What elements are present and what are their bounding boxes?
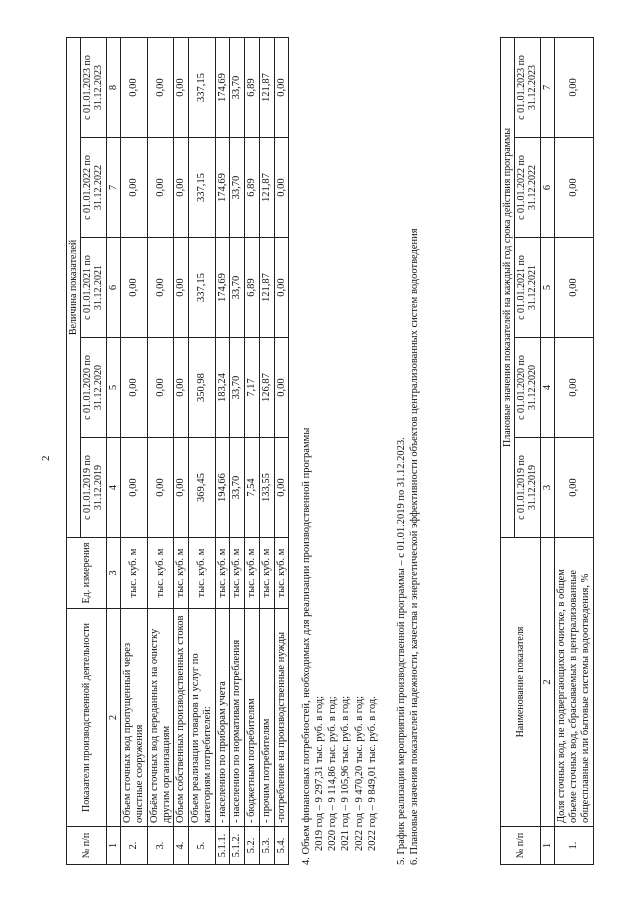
column-number: 2 bbox=[106, 609, 121, 827]
row-value: 33,70 bbox=[230, 438, 245, 538]
row-num: 2. bbox=[121, 827, 148, 865]
col-header-period: с 01.01.2020 по 31.12.2020 bbox=[515, 338, 540, 438]
row-value: 0,00 bbox=[174, 438, 189, 538]
row-value: 0,00 bbox=[274, 38, 289, 138]
row-value: 194,66 bbox=[215, 438, 230, 538]
table-row bbox=[555, 37, 593, 864]
row-value: 337,15 bbox=[189, 238, 216, 338]
column-numbers-row bbox=[540, 37, 555, 864]
row-value: 126,87 bbox=[259, 338, 274, 438]
row-value: 350,98 bbox=[189, 338, 216, 438]
row-name: -потребление на производственные нужды bbox=[274, 609, 289, 827]
column-number: 8 bbox=[106, 38, 121, 138]
table-row bbox=[215, 38, 230, 865]
column-number: 7 bbox=[106, 138, 121, 238]
table-row bbox=[245, 38, 260, 865]
row-value: 0,00 bbox=[555, 438, 593, 538]
note-item-6: 6. Плановые значения показателей надежности, качества и энергетической эффективности объектов централизованных систем водоотведения bbox=[408, 228, 420, 865]
row-num: 5.3. bbox=[259, 827, 274, 865]
row-unit: тыс. куб. м bbox=[274, 538, 289, 609]
row-num: 5. bbox=[189, 827, 216, 865]
row-value: 0,00 bbox=[121, 38, 148, 138]
row-value: 0,00 bbox=[121, 138, 148, 238]
table-row bbox=[274, 38, 289, 865]
row-value: 33,70 bbox=[230, 238, 245, 338]
row-value: 0,00 bbox=[121, 238, 148, 338]
col-header-unit: Ед. измерения bbox=[67, 538, 107, 609]
row-value: 0,00 bbox=[274, 338, 289, 438]
row-value: 0,00 bbox=[174, 38, 189, 138]
column-numbers-row bbox=[106, 38, 121, 865]
table-row bbox=[174, 38, 189, 865]
column-number: 3 bbox=[540, 438, 555, 538]
row-name: Доля сточных вод, не подвергающихся очистке, в общем объеме сточных вод, сбрасываемых в централизованные общесплавные или бытовые системы водоотведения, % bbox=[555, 538, 593, 827]
row-num: 5.4. bbox=[274, 827, 289, 865]
row-value: 0,00 bbox=[274, 138, 289, 238]
col-header-name: Наименование показателя bbox=[501, 538, 541, 827]
row-name: - бюджетным потребителям bbox=[245, 609, 260, 827]
table-header-row bbox=[67, 38, 81, 865]
row-unit: тыс. куб. м bbox=[230, 538, 245, 609]
row-value: 174,69 bbox=[215, 138, 230, 238]
row-value: 337,15 bbox=[189, 138, 216, 238]
row-value: 0,00 bbox=[174, 138, 189, 238]
table-row bbox=[189, 38, 216, 865]
row-name: - населению по приборам учета bbox=[215, 609, 230, 827]
row-num: 1. bbox=[555, 827, 593, 865]
row-value: 174,69 bbox=[215, 238, 230, 338]
col-header-period: с 01.01.2019 по 31.12.2019 bbox=[81, 438, 106, 538]
col-header-period: с 01.01.2022 по 31.12.2022 bbox=[515, 138, 540, 238]
row-num: 5.1.1. bbox=[215, 827, 230, 865]
planned-indicators-table bbox=[500, 37, 594, 865]
row-value: 0,00 bbox=[274, 438, 289, 538]
note-item-4: 4. Объем финансовых потребностей, необходимых для реализации производственной программы bbox=[301, 427, 312, 865]
row-value: 7,17 bbox=[245, 338, 260, 438]
row-name: Объем сточных вод пропущенный через очистные сооружения bbox=[121, 609, 148, 827]
table-row bbox=[230, 38, 245, 865]
col-header-indicator: Показатели производственной деятельности bbox=[67, 609, 107, 827]
row-unit: тыс. куб. м bbox=[245, 538, 260, 609]
column-number: 1 bbox=[540, 827, 555, 865]
row-num: 5.2. bbox=[245, 827, 260, 865]
row-value: 369,45 bbox=[189, 438, 216, 538]
row-name: Объем реализации товаров и услуг по категориям потребителей: bbox=[189, 609, 216, 827]
row-value: 121,87 bbox=[259, 38, 274, 138]
col-header-num: № п/п bbox=[67, 827, 107, 865]
row-unit: тыс. куб. м bbox=[259, 538, 274, 609]
row-value: 337,15 bbox=[189, 38, 216, 138]
column-number: 1 bbox=[106, 827, 121, 865]
row-num: 4. bbox=[174, 827, 189, 865]
row-num: 5.1.2. bbox=[230, 827, 245, 865]
col-header-period: с 01.01.2023 по 31.12.2023 bbox=[81, 38, 106, 138]
column-number: 4 bbox=[106, 438, 121, 538]
row-value: 0,00 bbox=[555, 238, 593, 338]
note-item-5: 5. График реализации мероприятий производственной программы – с 01.01.2019 по 31.12.2023. bbox=[395, 437, 407, 865]
row-value: 174,69 bbox=[215, 38, 230, 138]
col-header-period: с 01.01.2020 по 31.12.2020 bbox=[81, 338, 106, 438]
column-number: 6 bbox=[540, 138, 555, 238]
col-header-values: Величина показателей bbox=[67, 38, 81, 538]
row-value: 0,00 bbox=[274, 238, 289, 338]
col-header-values: Плановые значения показателей на каждый год срока действия программы bbox=[501, 37, 515, 537]
table-row bbox=[147, 38, 174, 865]
row-value: 0,00 bbox=[555, 138, 593, 238]
row-name: - прочим потребителям bbox=[259, 609, 274, 827]
row-value: 33,70 bbox=[230, 38, 245, 138]
row-unit: тыс. куб. м bbox=[121, 538, 148, 609]
note-year-line: 2022 год – 9 849,01 тыс. руб. в год. bbox=[366, 696, 378, 851]
note-year-line: 2021 год – 9 105,96 тыс. руб. в год; bbox=[340, 695, 352, 851]
row-value: 0,00 bbox=[121, 438, 148, 538]
row-value: 33,70 bbox=[230, 338, 245, 438]
row-name: Объём сточных вод переданных на очистку другим организациям bbox=[147, 609, 174, 827]
col-header-period: с 01.01.2022 по 31.12.2022 bbox=[81, 138, 106, 238]
row-value: 0,00 bbox=[147, 138, 174, 238]
column-number: 3 bbox=[106, 538, 121, 609]
row-value: 0,00 bbox=[147, 438, 174, 538]
column-number: 2 bbox=[540, 538, 555, 827]
row-name: Объем собственных производственных стоков bbox=[174, 609, 189, 827]
row-value: 6,89 bbox=[245, 138, 260, 238]
row-value: 0,00 bbox=[174, 238, 189, 338]
row-value: 0,00 bbox=[555, 37, 593, 137]
col-header-num: № п/п bbox=[501, 827, 541, 865]
row-value: 133,55 bbox=[259, 438, 274, 538]
column-number: 5 bbox=[540, 238, 555, 338]
column-number: 5 bbox=[106, 338, 121, 438]
row-value: 6,89 bbox=[245, 38, 260, 138]
production-indicators-table bbox=[66, 37, 289, 865]
row-unit: тыс. куб. м bbox=[215, 538, 230, 609]
row-unit: тыс. куб. м bbox=[147, 538, 174, 609]
row-value: 0,00 bbox=[121, 338, 148, 438]
row-value: 121,87 bbox=[259, 138, 274, 238]
col-header-period: с 01.01.2021 по 31.12.2021 bbox=[515, 238, 540, 338]
row-value: 0,00 bbox=[174, 338, 189, 438]
table-header-row bbox=[501, 37, 515, 864]
row-num: 3. bbox=[147, 827, 174, 865]
row-value: 183,24 bbox=[215, 338, 230, 438]
col-header-period: с 01.01.2023 по 31.12.2023 bbox=[515, 37, 540, 137]
note-year-line: 2020 год – 9 114,86 тыс. руб. в год; bbox=[327, 696, 339, 851]
row-value: 0,00 bbox=[555, 338, 593, 438]
page-number: 2 bbox=[40, 455, 52, 461]
row-value: 6,89 bbox=[245, 238, 260, 338]
row-value: 7,54 bbox=[245, 438, 260, 538]
column-number: 7 bbox=[540, 37, 555, 137]
row-name: - населению по нормативам потребления bbox=[230, 609, 245, 827]
col-header-period: с 01.01.2021 по 31.12.2021 bbox=[81, 238, 106, 338]
row-unit: тыс. куб. м bbox=[174, 538, 189, 609]
note-year-line: 2022 год – 9 470,20 тыс. руб. в год; bbox=[353, 695, 365, 851]
row-value: 0,00 bbox=[147, 238, 174, 338]
notes-section bbox=[300, 38, 421, 865]
row-value: 121,87 bbox=[259, 238, 274, 338]
column-number: 6 bbox=[106, 238, 121, 338]
table-row bbox=[121, 38, 148, 865]
row-unit: тыс. куб. м bbox=[189, 538, 216, 609]
col-header-period: с 01.01.2019 по 31.12.2019 bbox=[515, 438, 540, 538]
note-year-line: 2019 год – 9 297,31 тыс. руб. в год; bbox=[314, 695, 326, 851]
row-value: 0,00 bbox=[147, 38, 174, 138]
column-number: 4 bbox=[540, 338, 555, 438]
table-row bbox=[259, 38, 274, 865]
row-value: 0,00 bbox=[147, 338, 174, 438]
row-value: 33,70 bbox=[230, 138, 245, 238]
